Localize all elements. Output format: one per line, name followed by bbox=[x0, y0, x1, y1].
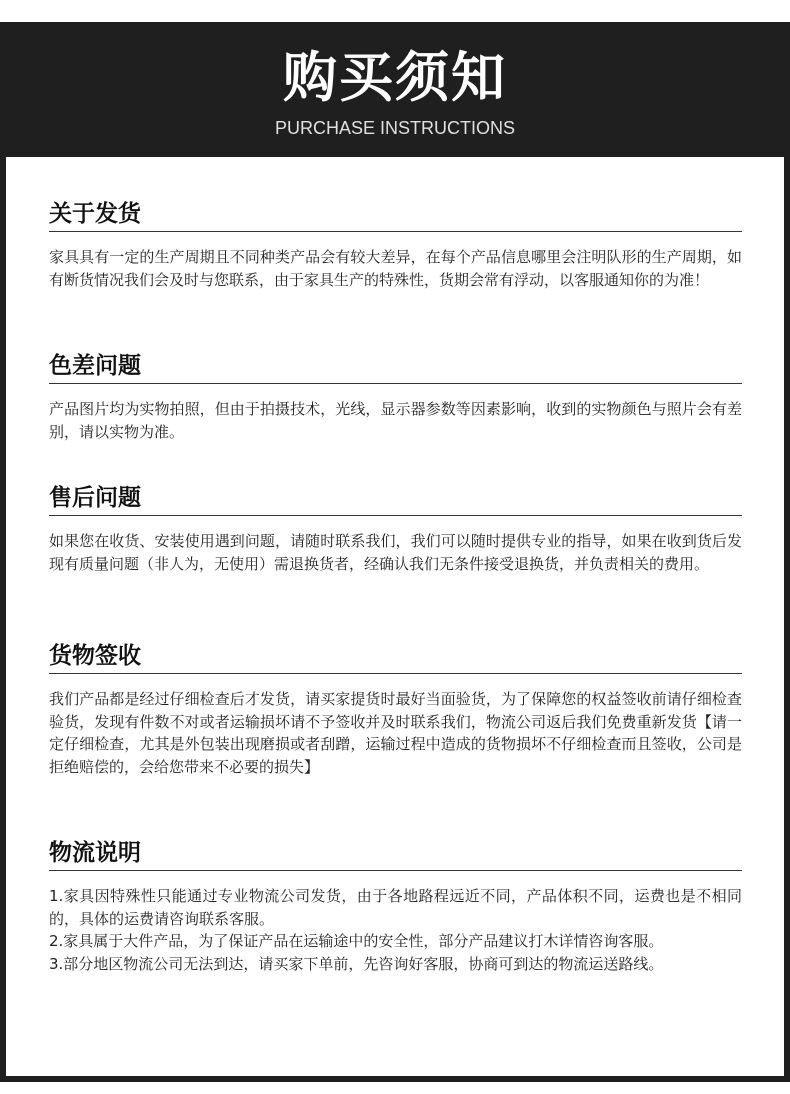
list-item: 2.家具属于大件产品，为了保证产品在运输途中的安全性，部分产品建议打木详情咨询客服。 bbox=[49, 932, 664, 950]
section-text: 我们产品都是经过仔细检查后才发货，请买家提货时最好当面验货，为了保障您的权益签收前请仔细检查验货，发现有件数不对或者运输损坏请不予签收并及时联系我们，物流公司返后我们免费重新发货【请一定仔细检查，尤其是外包装出现磨损或者刮蹭，运输过程中造成的货物损坏不仔细检查而且签收，公司是拒绝赔偿的，会给您带来不必要的损失】 bbox=[49, 690, 742, 776]
header-banner bbox=[0, 22, 790, 157]
section-logistics bbox=[49, 838, 742, 975]
section-text: 如果您在收货、安装使用遇到问题，请随时联系我们，我们可以随时提供专业的指导，如果在收到货后发现有质量问题（非人为，无使用）需退换货者，经确认我们无条件接受退换货，并负责相关的费用。 bbox=[49, 532, 742, 573]
section-text: 家具具有一定的生产周期且不同种类产品会有较大差异，在每个产品信息哪里会注明队形的生产周期，如有断货情况我们会及时与您联系，由于家具生产的特殊性，货期会常有浮动，以客服通知你的为准！ bbox=[49, 248, 742, 289]
content-panel bbox=[6, 157, 784, 1076]
page-subtitle: PURCHASE INSTRUCTIONS bbox=[274, 118, 516, 138]
section-heading: 货物签收 bbox=[49, 641, 742, 674]
section-heading: 关于发货 bbox=[49, 199, 742, 232]
page-title: 购买须知 bbox=[283, 46, 507, 109]
list-item: 1.家具因特殊性只能通过专业物流公司发货，由于各地路程远近不同，产品体积不同，运费也是不相同的，具体的运费请咨询联系客服。 bbox=[49, 887, 742, 928]
section-heading: 售后问题 bbox=[49, 483, 742, 516]
section-receipt bbox=[49, 641, 742, 778]
section-heading: 物流说明 bbox=[49, 838, 742, 871]
list-item: 3.部分地区物流公司无法到达，请买家下单前，先咨询好客服，协商可到达的物流运送路线。 bbox=[49, 954, 664, 973]
logistics-list bbox=[49, 885, 742, 975]
section-after-sales bbox=[49, 483, 742, 575]
section-text: 产品图片均为实物拍照，但由于拍摄技术，光线，显示器参数等因素影响，收到的实物颜色与照片会有差别，请以实物为准。 bbox=[49, 400, 742, 441]
section-color-difference bbox=[49, 351, 742, 443]
section-heading: 色差问题 bbox=[49, 351, 742, 384]
section-shipping bbox=[49, 199, 742, 291]
